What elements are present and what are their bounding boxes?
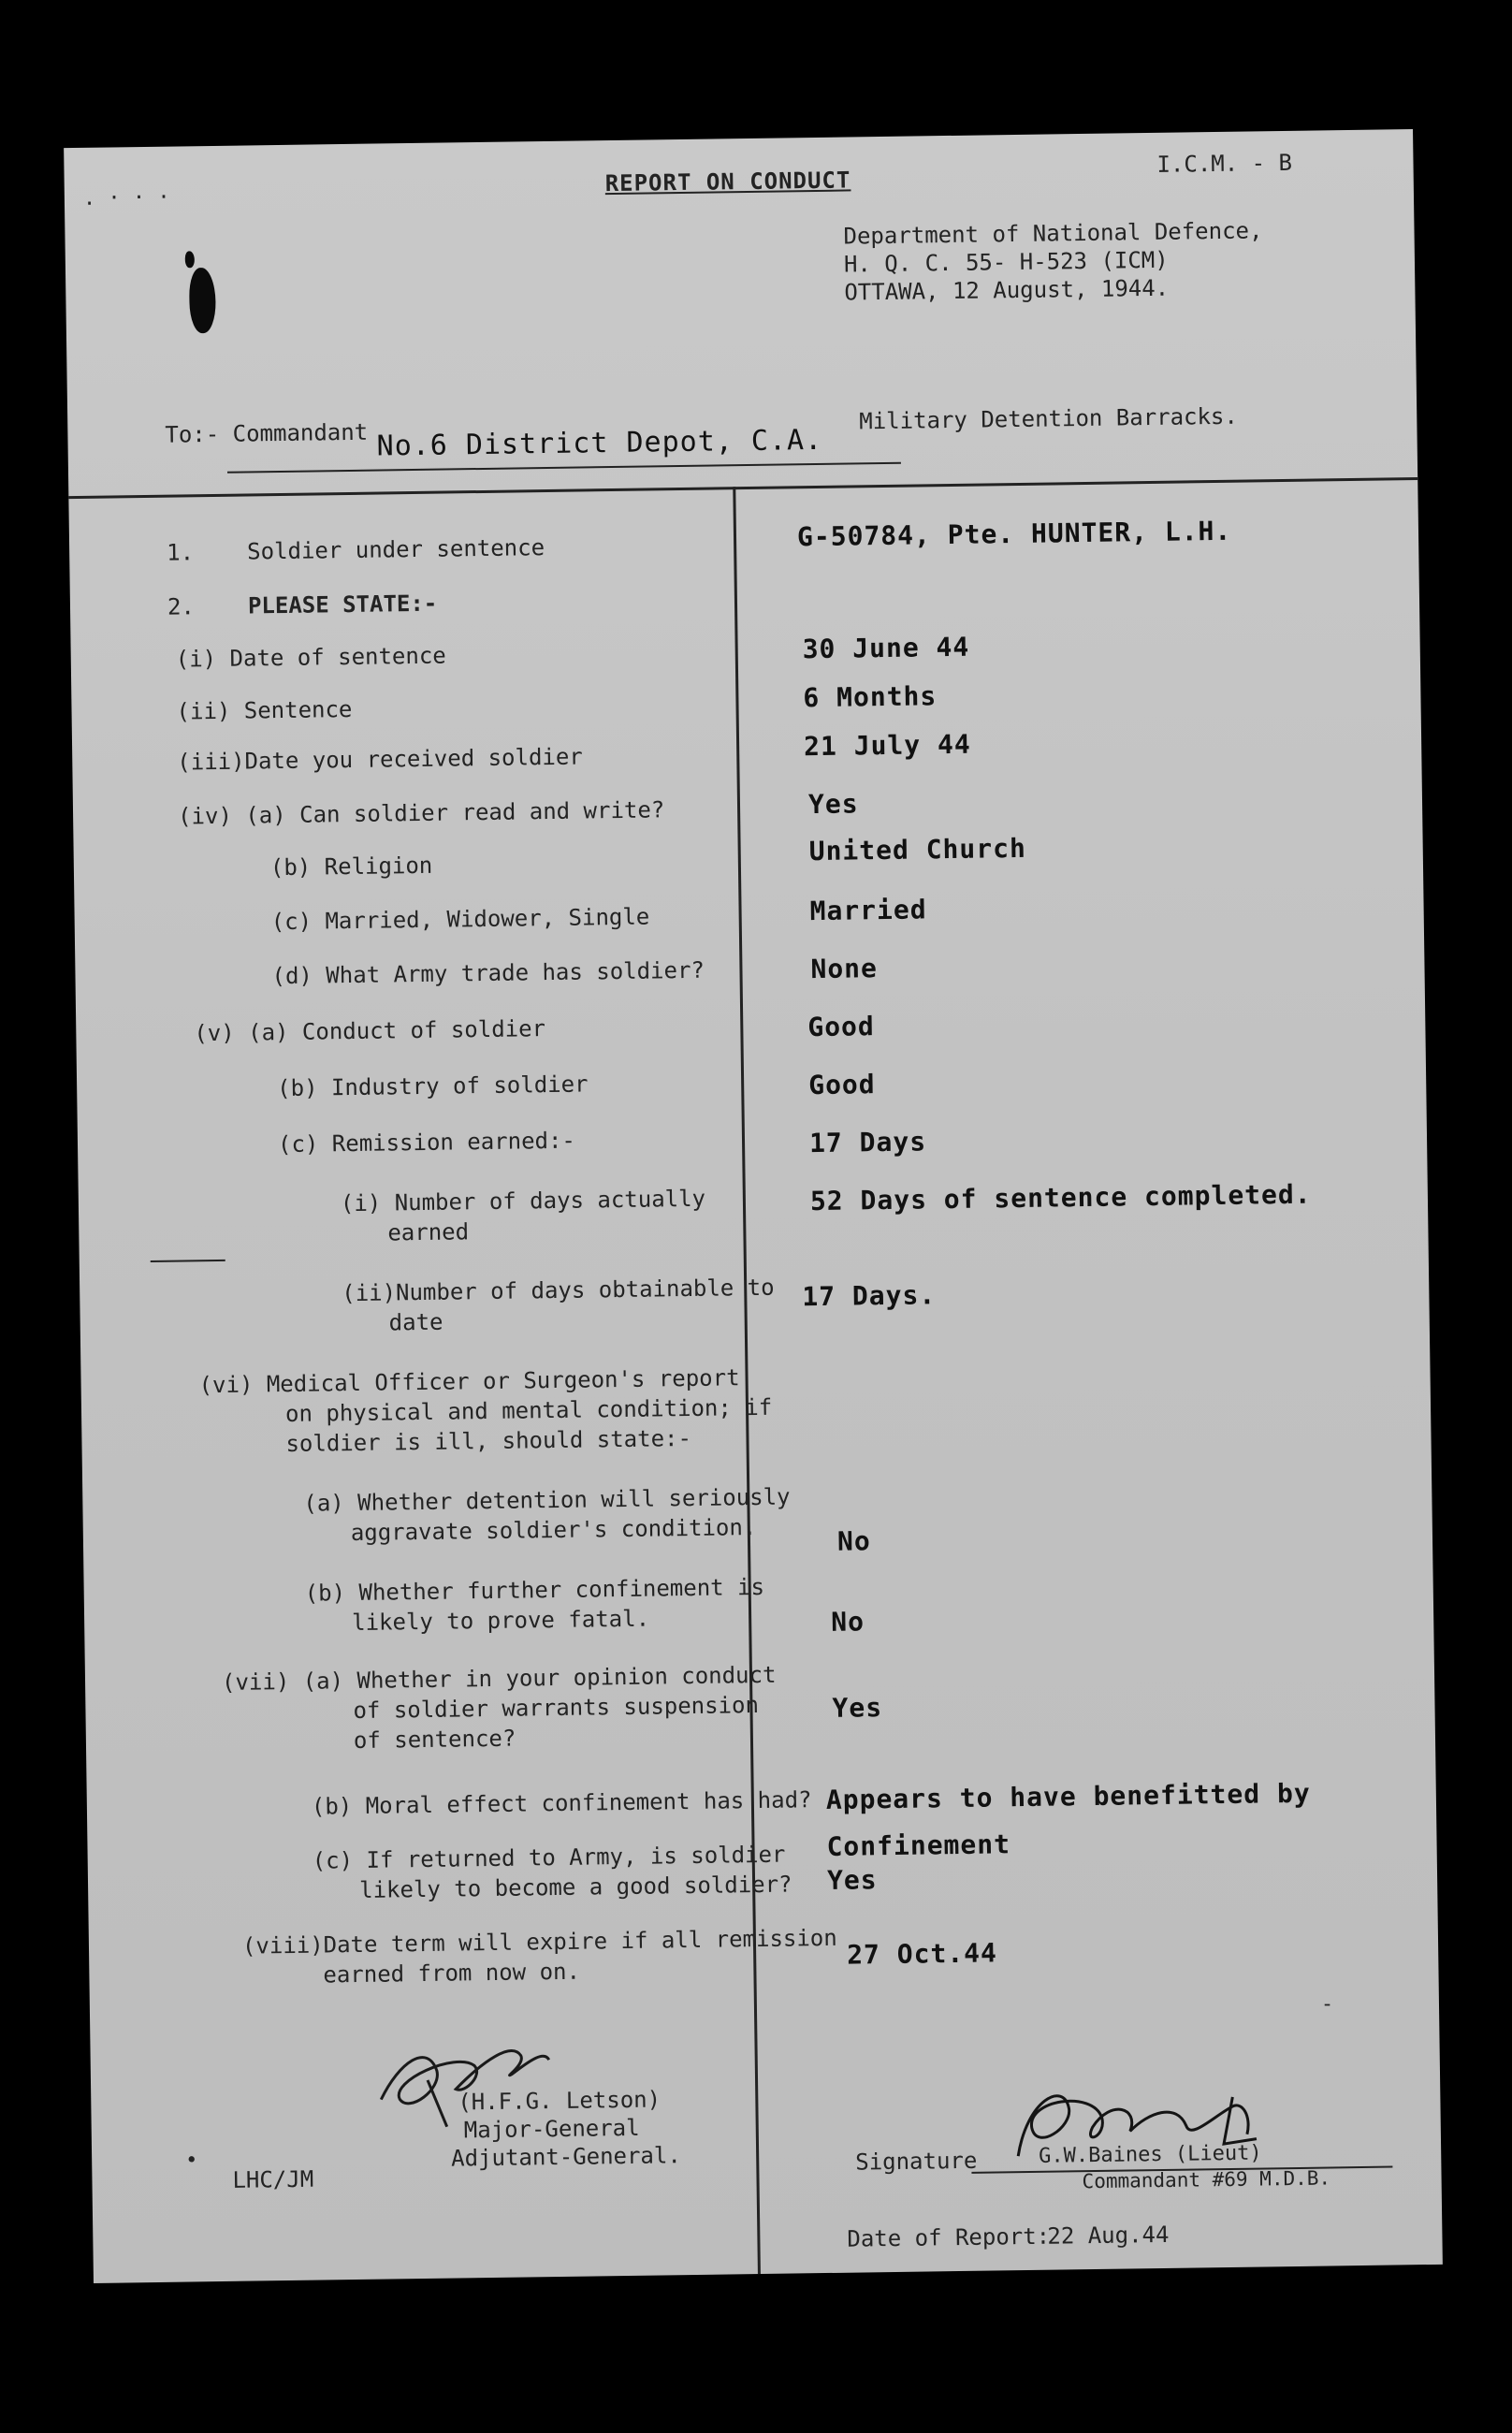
- question-aggravate: (a) Whether detention will seriously: [303, 1483, 791, 1517]
- commandant-signature: [998, 2059, 1281, 2175]
- date-of-report-label: Date of Report:: [847, 2222, 1051, 2252]
- answer-suspension: Yes: [832, 1692, 883, 1724]
- margin-mark: [151, 1260, 225, 1262]
- answer-sentence: 6 Months: [803, 680, 938, 714]
- answer-trade: None: [810, 953, 879, 985]
- answer-expiry: 27 Oct.44: [846, 1937, 998, 1971]
- date-of-report-value: 22 Aug.44: [1047, 2221, 1170, 2250]
- question-soldier-label: Soldier under sentence: [246, 534, 545, 565]
- question-marital-status: (c) Married, Widower, Single: [270, 903, 650, 936]
- question-1-number: 1.: [166, 539, 195, 566]
- question-days-earned-cont: earned: [387, 1218, 470, 1246]
- answer-conduct: Good: [807, 1011, 875, 1043]
- question-industry: (b) Industry of soldier: [276, 1071, 589, 1102]
- page-mark: -: [1320, 1992, 1334, 2017]
- unit-underline: [227, 462, 901, 473]
- question-medical-report-cont1: on physical and mental condition; if: [284, 1393, 773, 1428]
- answer-read-write: Yes: [807, 788, 859, 821]
- ink-blot: [189, 268, 216, 333]
- answer-good-soldier: Yes: [826, 1864, 878, 1896]
- signature-label: Signature: [855, 2147, 978, 2176]
- answer-religion: United Church: [808, 832, 1027, 867]
- answer-moral-effect: Appears to have benefitted by: [825, 1777, 1311, 1815]
- question-medical-report-cont2: soldier is ill, should state:-: [285, 1424, 692, 1457]
- question-fatal-cont: likely to prove fatal.: [351, 1605, 650, 1637]
- signatory-name: (H.F.G. Letson): [458, 2086, 662, 2116]
- barracks-label: Military Detention Barracks.: [859, 402, 1239, 435]
- question-moral-effect: (b) Moral effect confinement has had?: [311, 1786, 812, 1820]
- document-page: [64, 129, 1443, 2283]
- unit-name: No.6 District Depot, C.A.: [376, 423, 823, 463]
- question-days-obtainable: (ii)Number of days obtainable to: [342, 1274, 775, 1307]
- answer-soldier: G-50784, Pte. HUNTER, L.H.: [796, 515, 1232, 553]
- answer-fatal: No: [830, 1606, 865, 1638]
- question-remission: (c) Remission earned:-: [277, 1127, 576, 1158]
- question-fatal: (b) Whether further confinement is: [304, 1573, 765, 1607]
- question-days-obtainable-cont: date: [388, 1308, 443, 1336]
- answer-days-obtainable: 17 Days.: [802, 1279, 937, 1313]
- typist-initials: LHC/JM: [232, 2165, 314, 2193]
- page-speck: •: [185, 2149, 198, 2173]
- question-read-write: (iv) (a) Can soldier read and write?: [177, 796, 665, 830]
- question-conduct: (v) (a) Conduct of soldier: [194, 1015, 546, 1047]
- question-aggravate-cont: aggravate soldier's condition.: [350, 1513, 757, 1547]
- form-code: I.C.M. - B: [1156, 149, 1293, 178]
- table-top-rule: [68, 477, 1418, 499]
- question-date-of-sentence: (i) Date of sentence: [175, 642, 446, 673]
- answer-remission: 17 Days: [808, 1126, 927, 1159]
- question-good-soldier: (c) If returned to Army, is soldier: [312, 1841, 786, 1874]
- answer-industry: Good: [807, 1069, 876, 1101]
- question-suspension-cont1: of soldier warrants suspension: [353, 1691, 760, 1725]
- department-line: Department of National Defence,: [843, 217, 1263, 250]
- question-days-earned: (i) Number of days actually: [340, 1185, 706, 1217]
- ink-blot-small: [185, 251, 195, 268]
- place-and-date: OTTAWA, 12 August, 1944.: [844, 274, 1170, 306]
- signatory-rank: Major-General: [463, 2114, 640, 2144]
- question-suspension: (vii) (a) Whether in your opinion conduct: [221, 1661, 777, 1696]
- page-specks: . · · ·: [82, 185, 170, 211]
- question-religion: (b) Religion: [269, 852, 433, 881]
- question-suspension-cont2: of sentence?: [353, 1725, 516, 1755]
- to-commandant-label: To:- Commandant: [165, 418, 369, 448]
- answer-marital: Married: [809, 894, 927, 927]
- answer-date-of-sentence: 30 June 44: [802, 631, 970, 665]
- question-term-expiry: (viii)Date term will expire if all remission: [241, 1924, 837, 1960]
- question-date-received: (iii)Date you received soldier: [177, 743, 583, 776]
- please-state-label: PLEASE STATE:-: [247, 590, 438, 619]
- question-medical-report: (vi) Medical Officer or Surgeon's report: [198, 1364, 740, 1399]
- answer-date-received: 21 July 44: [803, 728, 971, 763]
- file-reference: H. Q. C. 55- H-523 (ICM): [843, 246, 1169, 278]
- answer-aggravate: No: [836, 1525, 871, 1557]
- question-2-number: 2.: [167, 593, 196, 620]
- question-army-trade: (d) What Army trade has soldier?: [271, 956, 705, 990]
- question-sentence: (ii) Sentence: [176, 695, 353, 725]
- answer-days-earned: 52 Days of sentence completed.: [809, 1178, 1312, 1217]
- commandant-name: G.W.Baines (Lieut): [1039, 2141, 1262, 2168]
- report-title: REPORT ON CONDUCT: [604, 167, 851, 197]
- answer-moral-effect-cont: Confinement: [826, 1828, 1011, 1862]
- question-term-expiry-cont: earned from now on.: [323, 1958, 581, 1989]
- signatory-appointment: Adjutant-General.: [450, 2142, 681, 2172]
- question-good-soldier-cont: likely to become a good soldier?: [358, 1871, 792, 1903]
- commandant-title: Commandant #69 M.D.B.: [1082, 2166, 1331, 2193]
